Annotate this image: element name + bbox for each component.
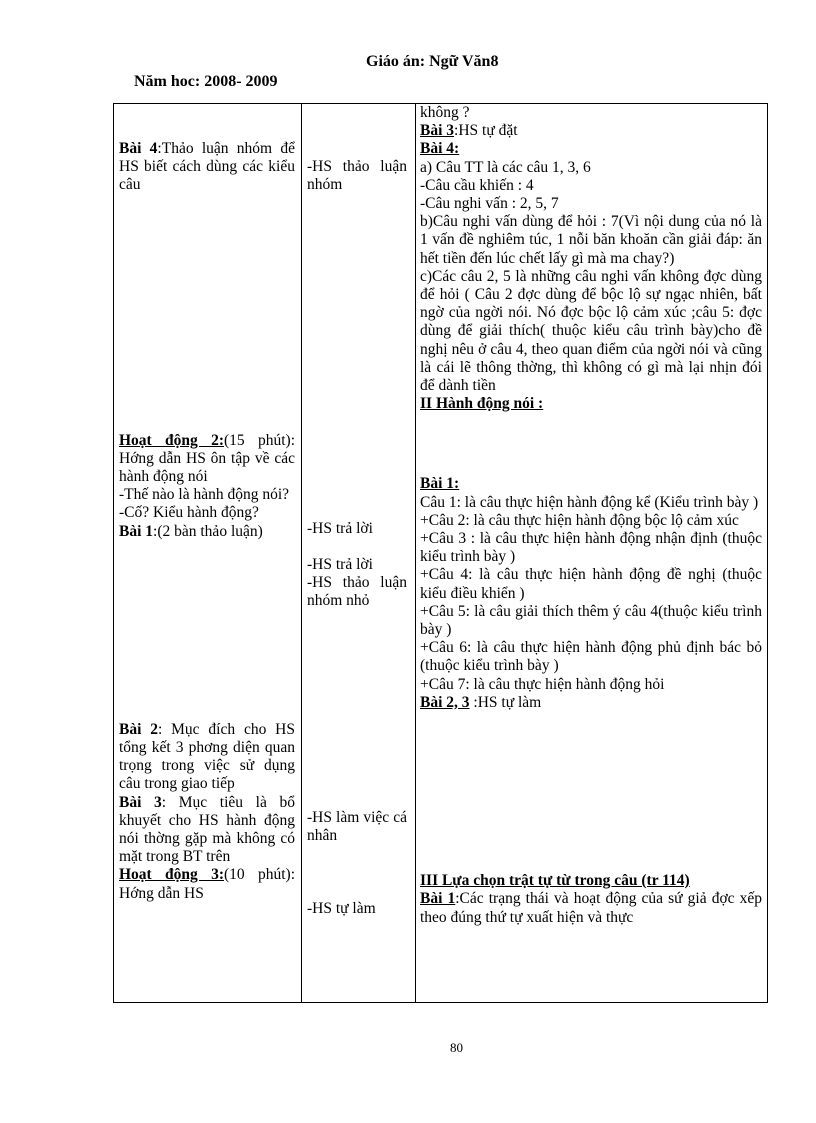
cau-nghi-van: -Câu nghi vấn : 2, 5, 7 (420, 195, 559, 213)
student-response: -HS trả lời (307, 520, 373, 537)
question-2: -Cố? Kiểu hành động? (119, 504, 259, 522)
cau-4: +Câu 4: là câu thực hiện hành động đề nghị (thuộc kiểu điều khiển ) (420, 566, 762, 602)
activity-3: Hoạt động 3:(10 phút): Hớng dẫn HS (119, 866, 295, 902)
bai3-answer: Bài 3:HS tự đặt (420, 122, 518, 140)
activity-2: Hoạt động 2:(15 phút): Hớng dẫn HS ôn tập về các hành động nói (119, 431, 295, 486)
cau-6: +Câu 6: là câu thực hiện hành động phủ định bác bỏ (thuộc kiểu trình bày ) (420, 639, 762, 675)
cau-5: +Câu 5: là câu giải thích thêm ý câu 4(thuộc kiểu trình bày ) (420, 602, 762, 639)
content-column (420, 104, 762, 1002)
student-response: -HS thảo luận nhóm nhỏ (307, 574, 407, 610)
section-3-heading: III Lựa chọn trật tự từ trong câu (tr 114) (420, 872, 690, 890)
bai3-activity: Bài 3: Mục tiêu là bổ khuyết cho HS hành động nói thờng gặp mà không có mặt trong BT trên (119, 793, 295, 866)
cau-1: Câu 1: là câu thực hiện hành động kể (Kiểu trình bày ) (420, 493, 759, 511)
student-response: -HS làm việc cá nhân (307, 809, 407, 845)
bai4-activity: Bài 4:Thảo luận nhóm để HS biết cách dùng các kiểu câu (119, 140, 295, 194)
cau-7: +Câu 7: là câu thực hiện hành động hỏi (420, 675, 665, 693)
bai1-heading: Bài 1: (420, 475, 460, 493)
question-1: -Thế nào là hành động nói? (119, 486, 290, 504)
cau-khien: -Câu cầu khiến : 4 (420, 176, 534, 194)
student-response: -HS thảo luận nhóm (307, 158, 407, 194)
document-title: Giáo án: Ngữ Văn8 (366, 53, 499, 70)
teacher-activity-column (119, 104, 295, 1002)
column-divider (301, 103, 302, 1003)
bai1-section3: Bài 1:Các trạng thái và hoạt động của sứ giả đợc xếp theo đúng thứ tự xuất hiện và thực (420, 890, 762, 926)
page-number: 80 (450, 1040, 463, 1055)
answer-a: a) Câu TT là các câu 1, 3, 6 (420, 158, 591, 176)
cau-3: +Câu 3 : là câu thực hiện hành động nhận định (thuộc kiểu trình bày ) (420, 530, 762, 566)
bai23-answer: Bài 2, 3 :HS tự làm (420, 693, 542, 711)
column-divider (415, 103, 416, 1003)
answer-b: b)Câu nghi vấn dùng để hỏi : 7(Vì nội dung của nó là 1 vấn đề nghiêm túc, 1 nỗi băn khoăn cần giải đáp: ăn hết tiền đến lúc chết lấy gì mà ma chay?) (420, 213, 762, 267)
answer-c: c)Các câu 2, 5 là những câu nghi vấn không đợc dùng để hỏi ( Câu 2 đợc dùng để bộc lộ sự ngạc nhiên, bất ngờ của ngời nói. Nó đợc bộc lộ cảm xúc ;câu 5: đợc dùng để giải thích( thuộc kiểu câu trình bày)cho đề nghị nêu ở câu 4, theo quan điểm của ngời nói và cũng là cái lẽ thông thờng, thì không có gì mà lại nhịn đói để dành tiền (420, 267, 762, 395)
cau-2: +Câu 2: là câu thực hiện hành động bộc lộ cảm xúc (420, 511, 739, 529)
student-response: -HS trả lời (307, 556, 373, 573)
section-2-heading: II Hành động nói : (420, 395, 544, 413)
bai4-heading: Bài 4: (420, 140, 460, 158)
student-response: -HS tự làm (307, 900, 376, 917)
bai2-activity: Bài 2: Mục đích cho HS tổng kết 3 phơng diện quan trọng trong việc sử dụng câu trong giao tiếp (119, 720, 295, 793)
school-year: Năm hoc: 2008- 2009 (134, 73, 278, 90)
content-line: không ? (420, 104, 470, 121)
bai1-activity: Bài 1:(2 bàn thảo luận) (119, 522, 263, 540)
student-activity-column (307, 104, 407, 1002)
